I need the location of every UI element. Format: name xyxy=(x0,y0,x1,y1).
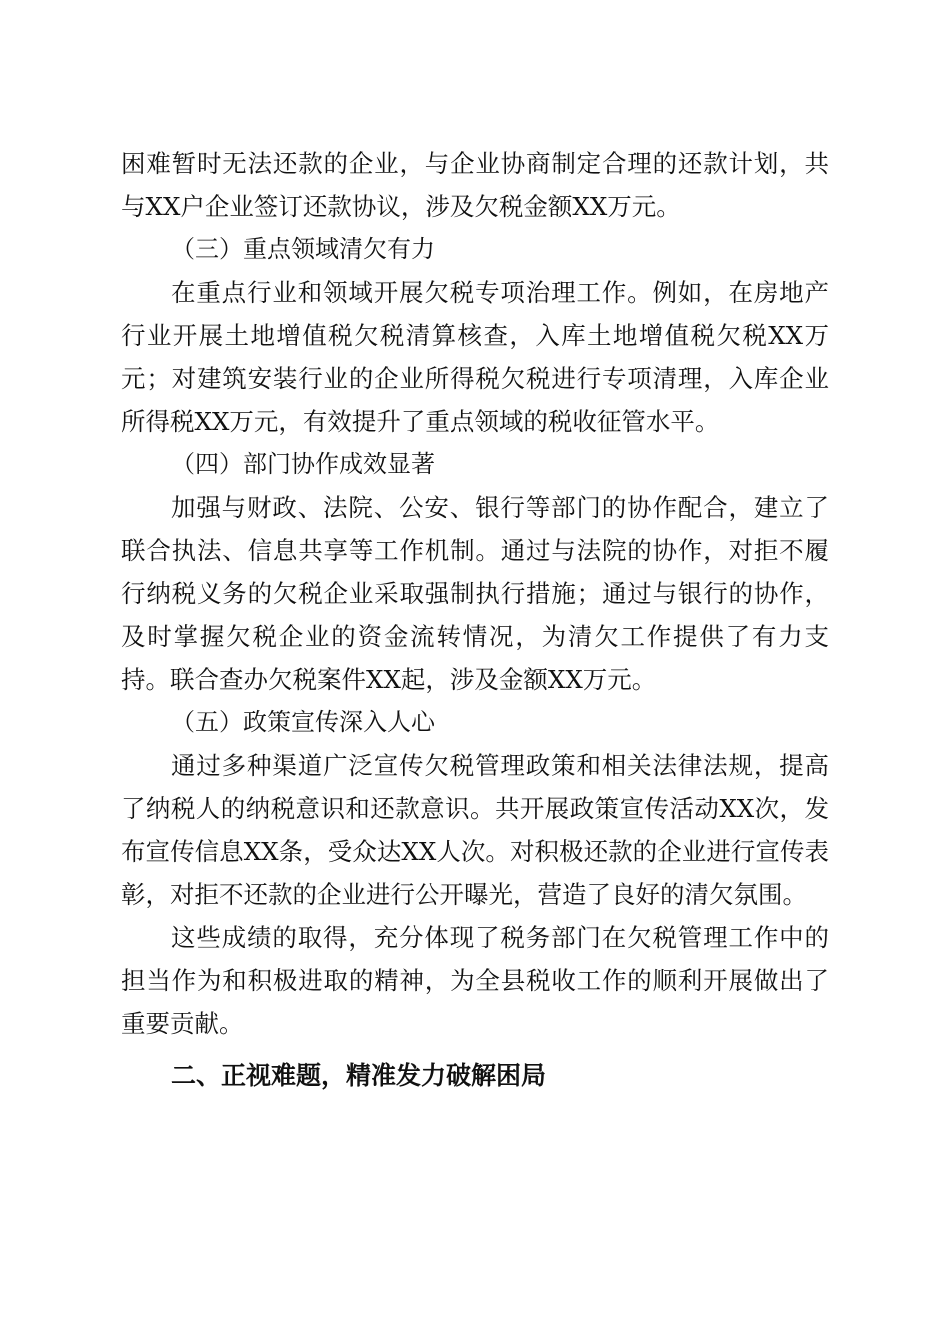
subheading-five: （五）政策宣传深入人心 xyxy=(171,708,435,736)
paragraph-key-areas: 在重点行业和领域开展欠税专项治理工作。例如，在房地产行业开展土地增值税欠税清算核查，入库土地增值税欠税XX万元；对建筑安装行业的企业所得税欠税进行专项清理，入库企业所得税XX万元，有效提升了重点领域的税收征管水平。 xyxy=(121,278,829,436)
paragraph-summary: 这些成绩的取得，充分体现了税务部门在欠税管理工作中的担当作为和积极进取的精神，为全县税收工作的顺利开展做出了重要贡献。 xyxy=(121,923,829,1038)
paragraph-department-cooperation: 加强与财政、法院、公安、银行等部门的协作配合，建立了联合执法、信息共享等工作机制。通过与法院的协作，对拒不履行纳税义务的欠税企业采取强制执行措施；通过与银行的协作，及时掌握欠税企业的资金流转情况，为清欠工作提供了有力支持。联合查办欠税案件XX起，涉及金额XX万元。 xyxy=(121,493,829,694)
section-heading-two: 二、正视难题，精准发力破解困局 xyxy=(171,1061,547,1090)
subheading-three: （三）重点领域清欠有力 xyxy=(171,235,435,263)
subheading-four: （四）部门协作成效显著 xyxy=(171,450,435,478)
paragraph-policy-publicity: 通过多种渠道广泛宣传欠税管理政策和相关法律法规，提高了纳税人的纳税意识和还款意识。共开展政策宣传活动XX次，发布宣传信息XX条，受众达XX人次。对积极还款的企业进行宣传表彰，对拒不还款的企业进行公开曝光，营造了良好的清欠氛围。 xyxy=(121,751,829,909)
document-body xyxy=(121,142,829,1097)
paragraph-intro-continuation: 困难暂时无法还款的企业，与企业协商制定合理的还款计划，共与XX户企业签订还款协议，涉及欠税金额XX万元。 xyxy=(121,149,829,221)
